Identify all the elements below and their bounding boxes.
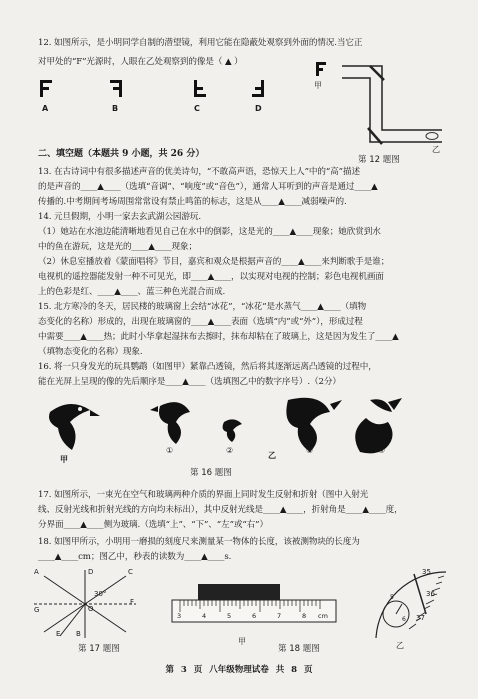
parrot-1 — [150, 402, 190, 444]
q15-line1: 15. 北方寒冷的冬天，居民楼的玻璃窗上会结“冰花”，“冰花”是水蒸气____▲____（填物 — [38, 302, 367, 312]
option-c-label: C — [194, 104, 200, 113]
option-c-shape — [194, 80, 206, 97]
stopwatch-label-37: 37 — [416, 614, 425, 622]
q17-line3: 分界面____▲____侧为玻璃.（选填“上”、“下”、“左”或“右”） — [38, 520, 268, 530]
ruler-label-5: 5 — [227, 612, 232, 620]
q13-line3: 传播的.中考期间考场周围常常设有禁止鸣笛的标志，这是从____▲____减弱噪声的. — [38, 197, 347, 207]
q14-line3: 中的鱼在游玩，这是光的____▲____现象； — [38, 242, 197, 252]
q18-line2: ____▲____cm；图乙中，秒表的读数为____▲____s. — [38, 552, 232, 562]
parrot-original — [49, 404, 100, 450]
section2-title: 二、填空题（本题共 9 小题，共 26 分） — [38, 149, 205, 159]
ruler-drawing — [168, 580, 340, 636]
q14-line6: 上的色彩是红、____▲____、蓝三种色光混合而成. — [38, 287, 226, 297]
q16-label-jia: 甲 — [60, 455, 68, 464]
option-a-shape — [40, 80, 52, 97]
q16-number-3: ③ — [306, 446, 314, 455]
q13-line2: 的是声音的____▲____（选填“音调”、“响度”或“音色”），通常人耳听到的声音是通过____▲ — [38, 182, 378, 192]
q12-label-yi: 乙 — [432, 145, 440, 154]
stopwatch-label-5: 5 — [390, 594, 394, 601]
stopwatch-label-6: 6 — [402, 616, 406, 623]
ruler-label-4: 4 — [202, 612, 207, 620]
stopwatch-label-35: 35 — [422, 568, 431, 576]
q17-point-d: D — [88, 568, 94, 576]
q17-line1: 17. 如图所示，一束光在空气和玻璃两种介质的界面上同时发生反射和折射（图中入射光 — [38, 490, 369, 500]
q13-line1: 13. 在古诗词中有很多描述声音的优美诗句，“不敢高声语，恐惊天上人”中的“高”描述 — [38, 167, 360, 177]
q12-caption: 第 12 题图 — [358, 155, 400, 165]
q15-line3: 中需要____▲____热；此时小华拿起湿抹布去擦时，抹布却粘在了玻璃上，这是因为发生了____▲ — [38, 332, 399, 342]
q16-line2: 能在光屏上呈现的像的先后顺序是____▲____（选填图乙中的数字序号）.（2分） — [38, 377, 341, 387]
option-a-label: A — [42, 104, 49, 113]
q14-line4: （2）休息室播放着《蒙面唱将》节目，嘉宾和观众是根据声音的____▲____来判断歌手是谁； — [38, 257, 390, 267]
q16-parrot-figure — [30, 392, 450, 474]
ruler-unit: cm — [318, 612, 328, 620]
q16-line1: 16. 将一只身发光的玩具鹦鹉（如图甲）紧靠凸透镜，然后将其逐渐远离凸透镜的过程中， — [38, 362, 377, 372]
q12-periscope-figure — [312, 58, 452, 158]
q16-number-4: ④ — [378, 446, 386, 455]
q17-line2: 线、反射光线和折射光线的方向均未标出），其中反射光线是____▲____，折射角是____▲____度， — [38, 505, 403, 515]
q17-point-c: C — [128, 568, 133, 576]
q16-number-2: ② — [226, 446, 234, 455]
stopwatch-label-36: 36 — [426, 590, 435, 598]
q17-point-a: A — [34, 568, 39, 576]
q18-label-yi: 乙 — [396, 641, 404, 650]
q14-line5: 电视机的遥控器能发射一种不可见光，即____▲____，以实现对电视的控制；彩色电视机画面 — [38, 272, 384, 282]
q17-angle: 30° — [94, 590, 107, 598]
q12-label-jia: 甲 — [314, 81, 322, 90]
parrot-drawings — [30, 392, 450, 474]
q18-label-jia: 甲 — [238, 637, 246, 646]
ruler-label-8: 8 — [302, 612, 307, 620]
q14-line2: （1）她站在水池边能清晰地看见自己在水中的倒影，这是光的____▲____现象；她欣赏到水 — [38, 227, 381, 237]
q16-caption: 第 16 题图 — [190, 468, 232, 478]
q12-option-shapes — [34, 78, 274, 118]
q18-line1: 18. 如图甲所示，小明用一磨损的刻度尺来测量某一物体的长度，该被测物块的长度为 — [38, 537, 360, 547]
q17-caption: 第 17 题图 — [78, 644, 120, 654]
q16-label-yi: 乙 — [268, 451, 276, 460]
light-ray-diagram — [30, 568, 140, 640]
q17-point-b: B — [76, 630, 81, 638]
q17-point-e: E — [56, 630, 61, 638]
ruler-label-3: 3 — [177, 612, 182, 620]
q17-point-f: F — [130, 598, 135, 606]
q18-ruler-figure — [168, 580, 340, 636]
periscope-drawing — [312, 58, 452, 158]
option-d-shape — [252, 80, 264, 97]
q15-line2: 态变化的名称）形成的，出现在玻璃窗的____▲____表面（选填“内”或“外”），形成过程 — [38, 317, 363, 327]
q12-line2: 对甲处的“F”光源时，人眼在乙处观察到的像是（ ▲ ） — [38, 57, 243, 67]
q17-light-figure — [30, 568, 140, 640]
option-b-label: B — [112, 104, 119, 113]
option-b-shape — [110, 80, 122, 97]
q18-caption: 第 18 题图 — [278, 644, 320, 654]
q17-point-o: O — [88, 605, 94, 613]
stopwatch-drawing — [356, 568, 456, 642]
parrot-3 — [286, 398, 342, 452]
q17-point-g: G — [34, 606, 40, 614]
q18-stopwatch-figure — [356, 568, 456, 642]
q12-line1: 12. 如图所示，是小明同学自制的潜望镜，利用它能在隐蔽处观察到外面的情况.当它正 — [38, 38, 363, 48]
q14-line1: 14. 元旦假期，小明一家去玄武湖公园游玩. — [38, 212, 202, 222]
ruler-label-7: 7 — [277, 612, 282, 620]
option-d-label: D — [255, 104, 262, 113]
q12-options — [34, 78, 274, 118]
ruler-label-6: 6 — [252, 612, 257, 620]
parrot-2 — [223, 419, 242, 442]
q16-number-1: ① — [166, 446, 174, 455]
q15-line4: （填物态变化的名称）现象. — [38, 347, 143, 357]
page-footer: 第 3 页 八年级物理试卷 共 8 页 — [165, 665, 313, 675]
